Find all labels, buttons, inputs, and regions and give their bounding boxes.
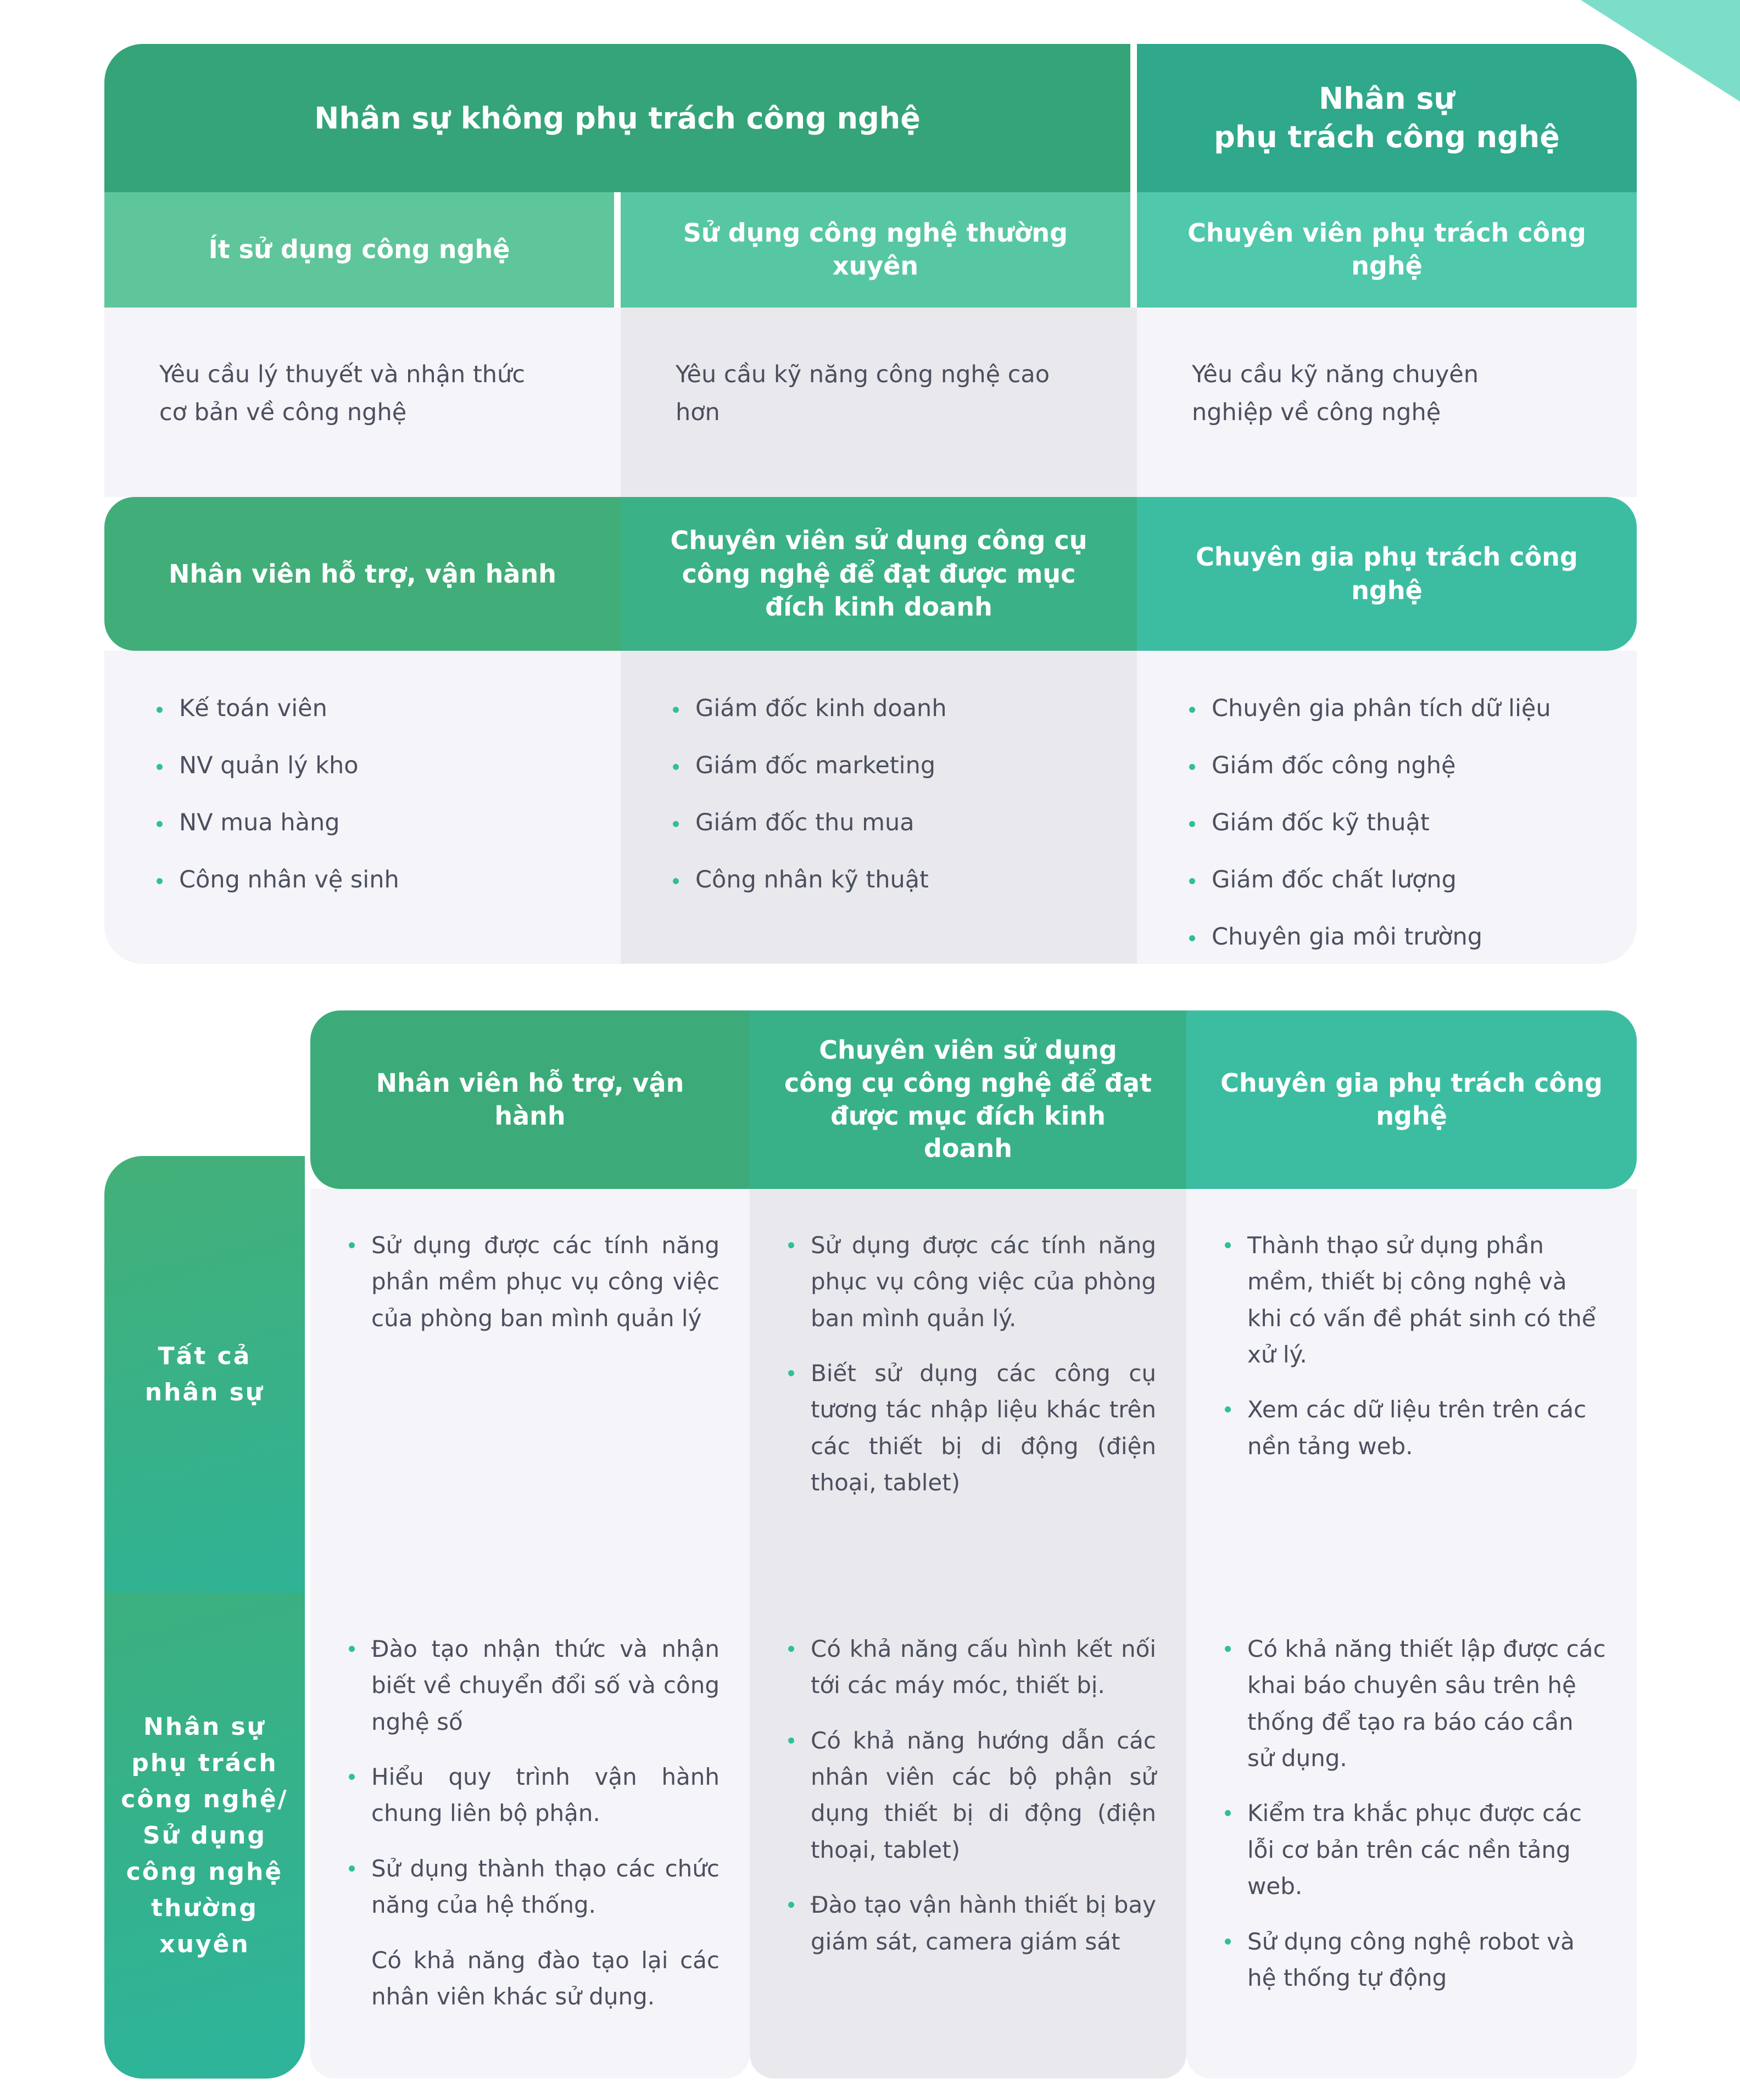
bullet-dot [788, 1242, 794, 1248]
list-item [788, 1723, 1156, 1868]
bullet-dot [157, 878, 163, 884]
list-item [673, 695, 1104, 722]
matrix-header-row [310, 1010, 1637, 1189]
header-non-tech-label: Nhân sự không phụ trách công nghệ [314, 100, 921, 136]
header-tech-personnel [1137, 44, 1637, 192]
role-list-support [104, 651, 621, 964]
matrix-cell-all-expert [1186, 1189, 1637, 1593]
subheader-low-tech-use: Ít sử dụng công nghệ [104, 192, 614, 308]
requirement-higher: Yêu cầu kỹ năng công nghệ cao hơn [621, 308, 1137, 497]
bullet-dot [1225, 1646, 1231, 1652]
skills-matrix-table [104, 1010, 1637, 2079]
header-non-tech-personnel [104, 44, 1130, 192]
top-header-row [104, 44, 1637, 192]
list-item [1225, 1924, 1607, 1997]
list-item-text: Có khả năng thiết lập được các khai báo chuyên sâu trên hệ thống để tạo ra báo cáo cần sử dụng. [1247, 1635, 1606, 1772]
list-item-text: NV mua hàng [179, 809, 340, 836]
bullet-dot [673, 878, 679, 884]
bullet-dot [1189, 821, 1195, 827]
bullet-dot [788, 1738, 794, 1744]
list-item-text: Giám đốc chất lượng [1212, 866, 1457, 893]
list-item-text: Thành thạo sử dụng phần mềm, thiết bị công nghệ và khi có vấn đề phát sinh có thể xử lý. [1247, 1232, 1596, 1369]
header-tech-label-line2: phụ trách công nghệ [1214, 120, 1560, 154]
role-list-row [104, 651, 1637, 964]
list-item-text: Có khả năng cấu hình kết nối tới các máy móc, thiết bị. [811, 1635, 1156, 1699]
requirement-row [104, 308, 1637, 497]
list-item [349, 1851, 720, 1924]
list-item-text: Chuyên gia phân tích dữ liệu [1212, 695, 1551, 722]
row-header-tech-personnel-label: Nhân sự phụ trách công nghệ/ Sử dụng công nghệ thường xuyên [121, 1712, 288, 1958]
list-item-text: Công nhân kỹ thuật [695, 866, 929, 893]
bullet-dot [673, 707, 679, 713]
requirement-basic: Yêu cầu lý thuyết và nhận thức cơ bản về công nghệ [104, 308, 621, 497]
list-item-text: Hiểu quy trình vận hành chung liên bộ phận. [371, 1763, 720, 1827]
matrix-cell-tech-support [310, 1593, 750, 2079]
list-item-text: Kiểm tra khắc phục được các lỗi cơ bản trên các nền tảng web. [1247, 1800, 1582, 1900]
bullet-dot [349, 1646, 355, 1652]
bullet-dot [788, 1902, 794, 1908]
bullet-dot [349, 1774, 355, 1780]
requirement-professional: Yêu cầu kỹ năng chuyên nghiệp về công nghệ [1137, 308, 1637, 497]
list-item [1189, 752, 1604, 779]
list-item [157, 866, 588, 893]
matrix-cell-tech-business [750, 1593, 1186, 2079]
bullet-dot [673, 821, 679, 827]
list-item-text: Đào tạo vận hành thiết bị bay giám sát, camera giám sát [811, 1891, 1156, 1955]
list-item [788, 1887, 1156, 1960]
list-item-text: Công nhân vệ sinh [179, 866, 399, 893]
bullet-dot [157, 764, 163, 770]
bullet-dot [349, 1866, 355, 1872]
list-item-text: Có khả năng hướng dẫn các nhân viên các bộ phận sử dụng thiết bị di động (điện thoại, tablet) [811, 1727, 1156, 1863]
list-item [673, 866, 1104, 893]
list-item [349, 1227, 720, 1337]
list-item [788, 1355, 1156, 1501]
bullet-dot [1225, 1242, 1231, 1248]
bullet-dot [1189, 878, 1195, 884]
role-header-support-operations: Nhân viên hỗ trợ, vận hành [104, 497, 621, 651]
list-item [673, 809, 1104, 836]
list-item-text: Sử dụng thành thạo các chức năng của hệ thống. [371, 1855, 720, 1919]
role-header-business-tool-user: Chuyên viên sử dụng công cụ công nghệ để đạt được mục đích kinh doanh [621, 497, 1137, 651]
bullet-dot [1189, 764, 1195, 770]
personnel-classification-table [104, 44, 1637, 964]
list-item [1189, 809, 1604, 836]
subheader-frequent-tech-use: Sử dụng công nghệ thường xuyên [621, 192, 1130, 308]
bullet-dot [349, 1242, 355, 1248]
list-item [1189, 866, 1604, 893]
role-list-business [621, 651, 1137, 964]
role-header-row [104, 497, 1637, 651]
bullet-dot [157, 821, 163, 827]
bullet-dot [1189, 707, 1195, 713]
list-item [349, 1631, 720, 1740]
list-item [1225, 1227, 1607, 1373]
bullet-dot [157, 707, 163, 713]
bullet-dot [788, 1646, 794, 1652]
list-item [1225, 1795, 1607, 1904]
list-item-text: Chuyên gia môi trường [1212, 923, 1483, 951]
header-tech-label-line1: Nhân sự [1319, 81, 1455, 116]
matrix-cell-all-support [310, 1189, 750, 1593]
bullet-dot [1225, 1810, 1231, 1816]
list-item-text: Giám đốc kỹ thuật [1212, 809, 1430, 836]
list-item-text: Có khả năng đào tạo lại các nhân viên khác sử dụng. [371, 1946, 720, 2010]
row-header-all-personnel [104, 1156, 305, 1593]
list-item-text: Sử dụng công nghệ robot và hệ thống tự động [1247, 1928, 1575, 1991]
list-item [1189, 923, 1604, 951]
role-list-expert [1137, 651, 1637, 964]
bullet-dot [1225, 1406, 1231, 1412]
list-item [1225, 1392, 1607, 1465]
matrix-cell-all-business [750, 1189, 1186, 1593]
bullet-dot [788, 1370, 794, 1376]
list-item [349, 1942, 720, 2015]
list-item [157, 752, 588, 779]
list-item [1225, 1631, 1607, 1777]
bullet-dot [1225, 1939, 1231, 1945]
list-item [1189, 695, 1604, 722]
list-item-text: Sử dụng được các tính năng phục vụ công việc của phòng ban mình quản lý. [811, 1232, 1156, 1332]
row-header-all-personnel-label: Tất cả nhân sự [144, 1342, 265, 1406]
subheader-tech-specialist: Chuyên viên phụ trách công nghệ [1137, 192, 1637, 308]
matrix-row-tech-personnel [104, 1593, 1637, 2079]
matrix-header-support-operations: Nhân viên hỗ trợ, vận hành [310, 1010, 750, 1189]
matrix-row-all-personnel [104, 1189, 1637, 1593]
matrix-cell-tech-expert [1186, 1593, 1637, 2079]
list-item-text: Giám đốc thu mua [695, 809, 914, 836]
role-header-tech-expert: Chuyên gia phụ trách công nghệ [1137, 497, 1637, 651]
list-item-text: Giám đốc kinh doanh [695, 695, 947, 722]
list-item-text: Kế toán viên [179, 695, 327, 722]
list-item [349, 1759, 720, 1832]
bullet-dot [673, 764, 679, 770]
list-item [788, 1227, 1156, 1337]
row-header-tech-personnel [104, 1593, 305, 2079]
matrix-header-business-tool-user: Chuyên viên sử dụng công cụ công nghệ để đạt được mục đích kinh doanh [750, 1010, 1186, 1189]
list-item-text: NV quản lý kho [179, 752, 359, 779]
list-item-text: Sử dụng được các tính năng phần mềm phục vụ công việc của phòng ban mình quản lý [371, 1232, 720, 1332]
subheader-row [104, 192, 1637, 308]
list-item-text: Giám đốc công nghệ [1212, 752, 1456, 779]
list-item-text: Biết sử dụng các công cụ tương tác nhập liệu khác trên các thiết bị di động (điện thoại, tablet) [811, 1360, 1156, 1496]
list-item-text: Giám đốc marketing [695, 752, 936, 779]
list-item-text: Xem các dữ liệu trên trên các nền tảng web. [1247, 1396, 1587, 1460]
list-item [157, 695, 588, 722]
list-item [788, 1631, 1156, 1704]
list-item [157, 809, 588, 836]
matrix-header-tech-expert: Chuyên gia phụ trách công nghệ [1186, 1010, 1637, 1189]
list-item [673, 752, 1104, 779]
list-item-text: Đào tạo nhận thức và nhận biết về chuyển đổi số và công nghệ số [371, 1635, 720, 1735]
bullet-dot [1189, 935, 1195, 941]
